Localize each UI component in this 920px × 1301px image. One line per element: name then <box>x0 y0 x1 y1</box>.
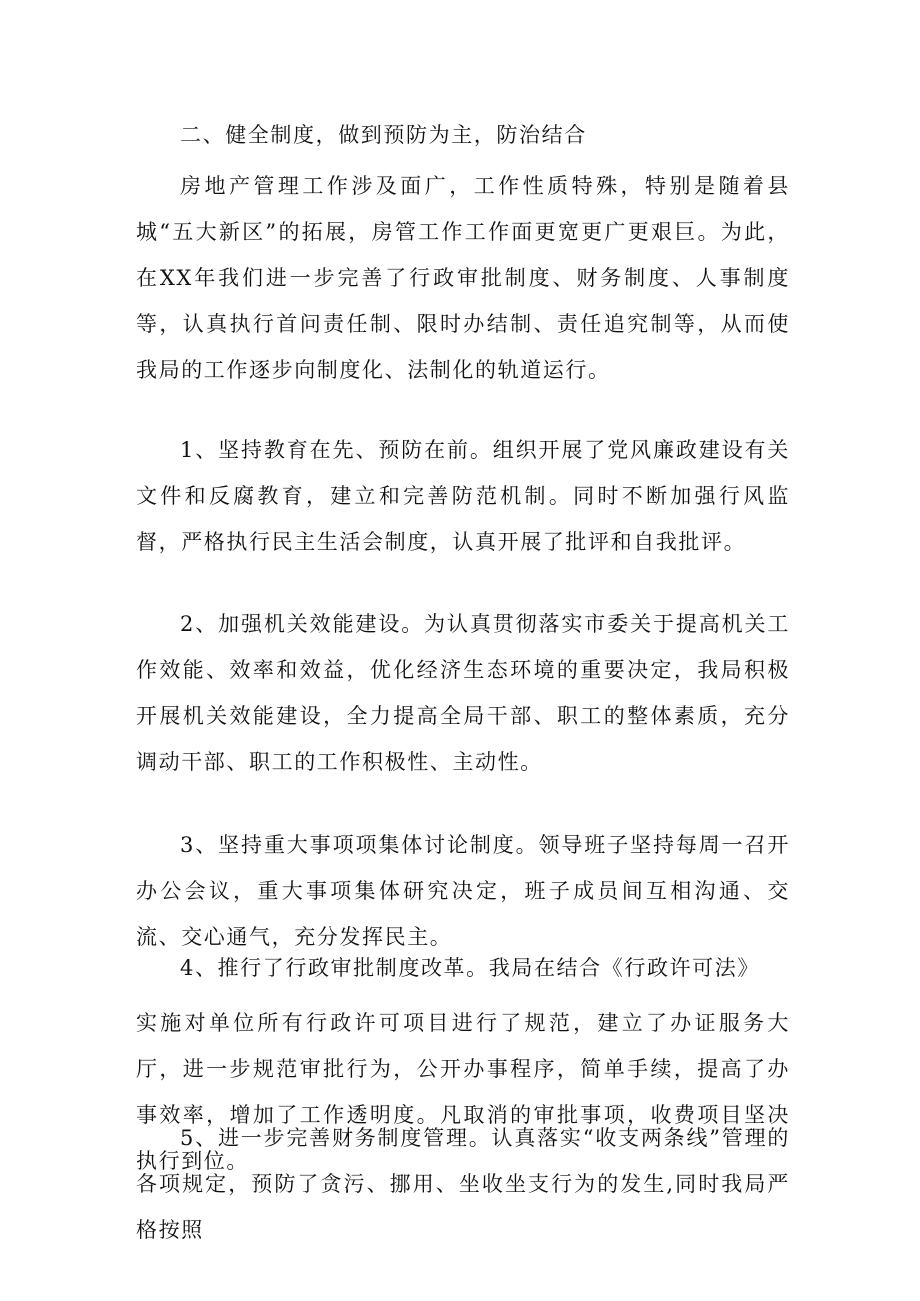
paragraph-item-4: 4、推行了行政审批制度改革。我局在结合《行政许可法》 <box>180 956 760 980</box>
paragraph-item-4-continued: 实施对单位所有行政许可项目进行了规范，建立了办证服务大厅，进一步规范审批行为，公开办事程序，简单手续，提高了办事效率，增加了工作透明度。凡取消的审批事项，收费项目坚决执行到位。 <box>136 1011 790 1173</box>
paragraph-item-1: 1、坚持教育在先、预防在前。组织开展了党风廉政建设有关文件和反腐教育，建立和完善防范机制。同时不断加强行风监督，严格执行民主生活会制度，认真开展了批评和自我批评。 <box>136 438 790 554</box>
paragraph-item-3: 3、坚持重大事项项集体讨论制度。领导班子坚持每周一召开办公会议，重大事项集体研究决定，班子成员间互相沟通、交流、交心通气，充分发挥民主。 <box>136 833 790 949</box>
section-heading: 二、健全制度，做到预防为主，防治结合 <box>180 123 587 147</box>
paragraph-item-2: 2、加强机关效能建设。为认真贯彻落实市委关于提高机关工作效能、效率和效益，优化经济生态环境的重要决定，我局积极开展机关效能建设，全力提高全局干部、职工的整体素质，充分调动干部、职工的工作积极性、主动性。 <box>136 612 790 774</box>
paragraph-item-5: 5、进一步完善财务制度管理。认真落实“收支两条线”管理的各项规定，预防了贪污、挪用、坐收坐支行为的发生,同时我局严格按照 <box>136 1126 790 1242</box>
paragraph-intro: 房地产管理工作涉及面广，工作性质特殊，特别是随着县城“五大新区”的拓展，房管工作工作面更宽更广更艰巨。为此，在XX年我们进一步完善了行政审批制度、财务制度、人事制度等，认真执行首问责任制、限时办结制、责任追究制等，从而使我局的工作逐步向制度化、法制化的轨道运行。 <box>136 174 790 382</box>
